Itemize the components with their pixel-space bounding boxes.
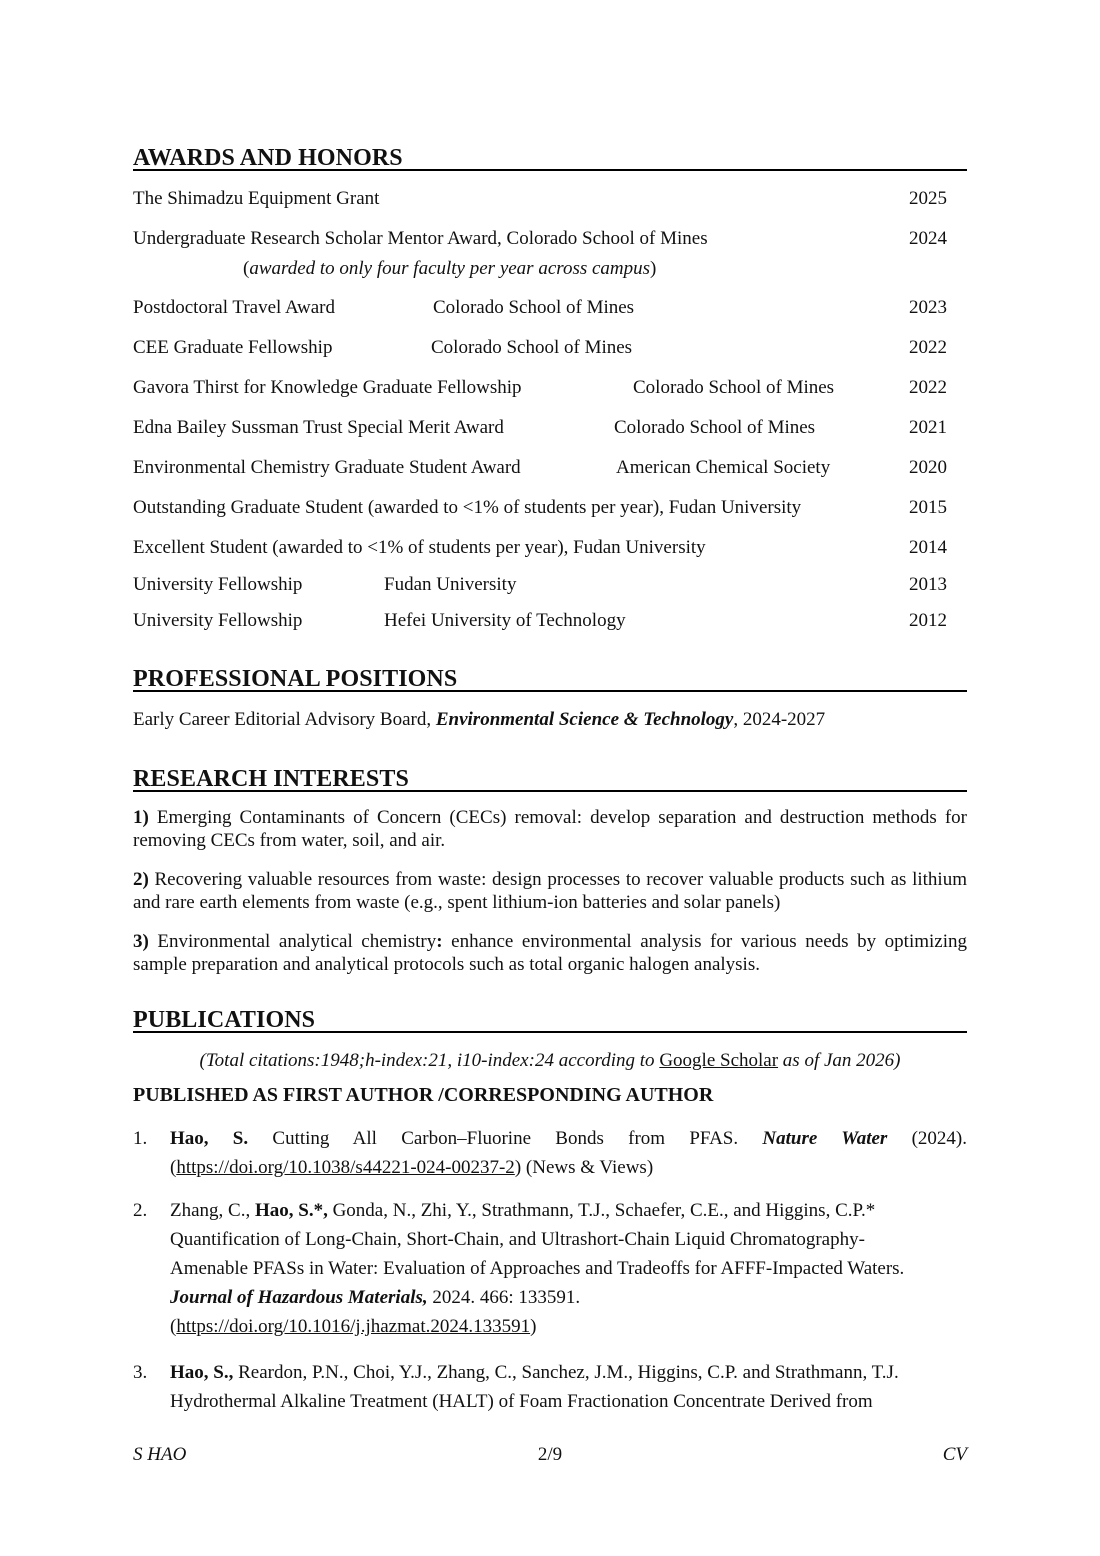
publication-line xyxy=(170,1124,967,1153)
award-name: Postdoctoral Travel Award xyxy=(133,297,335,318)
publication-number: 3. xyxy=(133,1362,148,1383)
publication-authors xyxy=(170,1196,967,1225)
interest-number: 1) xyxy=(133,807,149,828)
doi-close: ) xyxy=(530,1316,537,1337)
interest-number: 2) xyxy=(133,869,149,890)
award-row xyxy=(133,416,967,440)
award-org: Fudan University xyxy=(384,574,517,595)
award-year: 2022 xyxy=(909,337,947,358)
award-year: 2014 xyxy=(909,537,947,558)
award-row xyxy=(133,376,967,400)
award-row xyxy=(133,187,967,211)
award-row xyxy=(133,573,967,597)
award-name: Outstanding Graduate Student (awarded to <1% of students per year), Fudan University xyxy=(133,497,802,518)
citations-line xyxy=(133,1049,967,1073)
doi-open: ( xyxy=(170,1316,177,1337)
publication-journal: Nature Water xyxy=(762,1128,888,1149)
award-org: Colorado School of Mines xyxy=(614,417,816,438)
award-year: 2022 xyxy=(909,377,947,398)
award-name: Excellent Student (awarded to <1% of students per year), Fudan University xyxy=(133,537,706,558)
award-org: Colorado School of Mines xyxy=(633,377,835,398)
publication-authors-post: Reardon, P.N., Choi, Y.J., Zhang, C., Sanchez, J.M., Higgins, C.P. and Strathmann, T.J. xyxy=(233,1362,899,1383)
publication-journal-line xyxy=(170,1283,967,1312)
award-note-open: ( xyxy=(243,258,250,279)
award-note xyxy=(243,257,656,281)
award-name: Environmental Chemistry Graduate Student Award xyxy=(133,457,521,478)
award-year: 2021 xyxy=(909,417,947,438)
award-year: 2025 xyxy=(909,188,947,209)
publication-number: 1. xyxy=(133,1128,148,1149)
footer-page-number: 2/9 xyxy=(537,1444,563,1465)
award-row xyxy=(133,456,967,480)
award-org: Hefei University of Technology xyxy=(384,610,626,631)
positions-section-heading xyxy=(133,664,967,692)
interest-number: 3) xyxy=(133,931,149,952)
publication-author-bold: Hao, S. xyxy=(170,1128,249,1149)
publication-number: 2. xyxy=(133,1200,148,1221)
publications-heading-text: PUBLICATIONS xyxy=(133,1007,316,1033)
award-name: University Fellowship xyxy=(133,574,303,595)
publication-doi-line xyxy=(170,1153,967,1182)
publication-authors-post: Gonda, N., Zhi, Y., Strathmann, T.J., Schaefer, C.E., and Higgins, C.P.* xyxy=(327,1200,876,1221)
interest-text: enhance environmental analysis for various needs by optimizing sample preparation and analytical protocols such as total organic halogen analysis. xyxy=(133,931,967,975)
footer-doc-type: CV xyxy=(942,1444,967,1465)
publication-title: Cutting All Carbon–Fluorine Bonds from PFAS. xyxy=(248,1128,763,1149)
award-org: Colorado School of Mines xyxy=(433,297,635,318)
award-row xyxy=(133,336,967,360)
citations-text: (Total citations:1948;h-index:21, i10-index:24 according to xyxy=(199,1050,660,1071)
google-scholar-link[interactable]: Google Scholar xyxy=(659,1050,779,1071)
position-entry xyxy=(133,708,967,732)
award-year: 2024 xyxy=(909,228,947,249)
award-row xyxy=(133,536,967,560)
interest-item xyxy=(133,806,967,852)
awards-heading-text: AWARDS AND HONORS xyxy=(133,145,403,171)
award-name: Gavora Thirst for Knowledge Graduate Fellowship xyxy=(133,377,522,398)
interest-text: Emerging Contaminants of Concern (CECs) removal: develop separation and destruction methods for removing CECs from water, soil, and air. xyxy=(133,807,967,851)
interests-section-heading xyxy=(133,764,967,792)
interest-text: Recovering valuable resources from waste: design processes to recover valuable products such as lithium and rare earth elements from waste (e.g., spent lithium-ion batteries and solar panels) xyxy=(133,869,967,913)
award-name: Undergraduate Research Scholar Mentor Award, Colorado School of Mines xyxy=(133,228,708,249)
interest-item xyxy=(133,930,967,976)
publication-author-bold: Hao, S.*, xyxy=(254,1200,328,1221)
award-year: 2012 xyxy=(909,610,947,631)
interest-colon: : xyxy=(436,931,443,952)
position-text: Early Career Editorial Advisory Board, xyxy=(133,709,436,730)
publications-section-heading xyxy=(133,1005,967,1033)
award-row xyxy=(133,227,967,251)
publication-author-bold: Hao, S., xyxy=(170,1362,234,1383)
publication-note: ) (News & Views) xyxy=(514,1157,654,1178)
awards-section-heading xyxy=(133,143,967,171)
publication-title-line: Hydrothermal Alkaline Treatment (HALT) of Foam Fractionation Concentrate Derived from xyxy=(170,1391,873,1412)
publication-doi-line xyxy=(170,1312,967,1341)
publication-doi-link[interactable]: https://doi.org/10.1038/s44221-024-00237-2 xyxy=(176,1157,515,1178)
award-name: University Fellowship xyxy=(133,610,303,631)
doi-open: ( xyxy=(170,1157,177,1178)
award-name: CEE Graduate Fellowship xyxy=(133,337,333,358)
award-year: 2023 xyxy=(909,297,947,318)
award-row xyxy=(133,496,967,520)
award-row xyxy=(133,296,967,320)
interest-title: Environmental analytical chemistry xyxy=(148,931,437,952)
position-journal: Environmental Science & Technology xyxy=(435,709,734,730)
publications-subheading: PUBLISHED AS FIRST AUTHOR /CORRESPONDING AUTHOR xyxy=(133,1084,714,1106)
award-org: American Chemical Society xyxy=(616,457,831,478)
publication-details: 2024. 466: 133591. xyxy=(427,1287,581,1308)
publication-title-line: Quantification of Long-Chain, Short-Chain, and Ultrashort-Chain Liquid Chromatography- xyxy=(170,1229,865,1250)
citations-date: as of Jan 2026) xyxy=(778,1050,901,1071)
footer-author: S HAO xyxy=(133,1444,187,1465)
interest-item xyxy=(133,868,967,914)
award-note-close: ) xyxy=(650,258,657,279)
publication-year: (2024). xyxy=(887,1128,967,1149)
publication-journal: Journal of Hazardous Materials, xyxy=(170,1287,428,1308)
publication-doi-link[interactable]: https://doi.org/10.1016/j.jhazmat.2024.133591 xyxy=(176,1316,531,1337)
award-row xyxy=(133,609,967,633)
award-year: 2015 xyxy=(909,497,947,518)
publication-title-line: Amenable PFASs in Water: Evaluation of Approaches and Tradeoffs for AFFF-Impacted Waters. xyxy=(170,1258,905,1279)
award-year: 2020 xyxy=(909,457,947,478)
award-name: Edna Bailey Sussman Trust Special Merit Award xyxy=(133,417,504,438)
interests-heading-text: RESEARCH INTERESTS xyxy=(133,766,409,792)
award-year: 2013 xyxy=(909,574,947,595)
position-years: , 2024-2027 xyxy=(733,709,826,730)
publication-authors-pre: Zhang, C., xyxy=(170,1200,255,1221)
award-name: The Shimadzu Equipment Grant xyxy=(133,188,380,209)
award-note-text: awarded to only four faculty per year across campus xyxy=(249,258,651,279)
publication-authors xyxy=(170,1358,967,1387)
positions-heading-text: PROFESSIONAL POSITIONS xyxy=(133,666,458,692)
award-org: Colorado School of Mines xyxy=(431,337,633,358)
